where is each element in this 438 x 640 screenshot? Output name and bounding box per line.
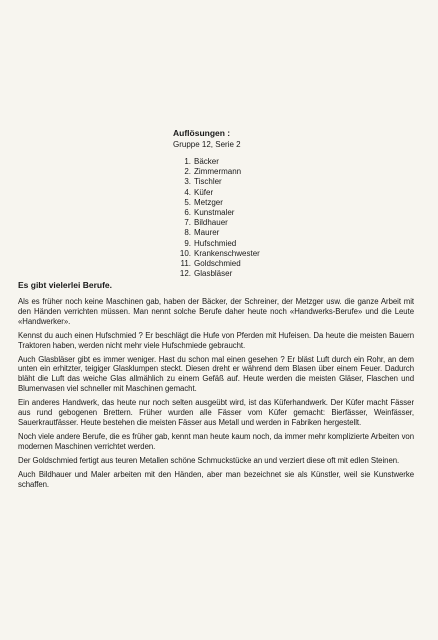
answers-subtitle: Gruppe 12, Serie 2 xyxy=(173,140,241,149)
item-number: 10. xyxy=(179,248,191,258)
paragraph: Kennst du auch einen Hufschmied ? Er beschlägt die Hufe von Pferden mit Hufeisen. Da heute die meisten Bauern Traktoren haben, werden nicht mehr viele Hufschmiede gebraucht. xyxy=(18,330,414,350)
item-number: 8. xyxy=(184,228,191,238)
text-section xyxy=(18,279,414,493)
item-number: 1. xyxy=(184,157,191,166)
item-number: 2. xyxy=(184,167,191,177)
answers-block xyxy=(173,127,393,279)
item-word: Metzger xyxy=(194,197,223,207)
list-item xyxy=(173,208,393,218)
list-item xyxy=(173,188,393,198)
list-item xyxy=(173,218,393,228)
answer-list xyxy=(173,157,393,279)
section-title: Es gibt vielerlei Berufe. xyxy=(18,280,113,290)
paragraph: Als es früher noch keine Maschinen gab, haben der Bäcker, der Schreiner, der Metzger usw. die ganze Arbeit mit den Händen verrichten müssen. Man nennt solche Berufe daher heute noch «Handwerks-Berufe» und die Leute «Handwerker». xyxy=(18,297,414,326)
item-number: 9. xyxy=(184,238,191,248)
paragraph: Auch Bildhauer und Maler arbeiten mit den Händen, aber man bezeichnet sie als Künstler, weil sie Kunstwerke schaffen. xyxy=(18,469,414,489)
item-word: Küfer xyxy=(194,187,214,197)
list-item xyxy=(173,198,393,208)
item-number: 3. xyxy=(184,177,191,187)
item-word: Glasbläser xyxy=(194,269,233,279)
item-number: 12. xyxy=(179,269,191,279)
item-number: 4. xyxy=(184,187,191,197)
paragraph: Auch Glasbläser gibt es immer weniger. Hast du schon mal einen gesehen ? Er bläst Luft durch ein Rohr, an dem unten ein erhitzter, teigiger Glasklumpen steckt. Diesen dreht er während dem Blasen über einem Feuer. Dadurch bläht die Luft das weiche Glas allmählich zu einem Gefäß auf. Heute werden die meisten Gläser, Flaschen und Blumenvasen viel schneller mit Maschinen gemacht. xyxy=(18,354,414,394)
item-word: Bildhauer xyxy=(194,218,228,228)
item-word: Zimmermann xyxy=(194,167,242,177)
item-word: Kunstmaler xyxy=(194,208,235,218)
list-item xyxy=(173,228,393,238)
list-item xyxy=(173,239,393,249)
answers-title: Auflösungen : xyxy=(173,128,231,138)
paragraph: Ein anderes Handwerk, das heute nur noch selten ausgeübt wird, ist das Küferhandwerk. Der Küfer macht Fässer aus rund gebogenen Brettern. Früher wurden alle Fässer vom Küfer gemacht: Bierfässer, Weinfässer, Sauerkrautfässer. Heute bestehen die meisten Fässer aus Metall und werden in Fabriken hergestellt. xyxy=(18,398,414,427)
item-number: 7. xyxy=(184,218,191,228)
list-item xyxy=(173,167,393,177)
item-number: 11. xyxy=(180,259,191,269)
item-word: Goldschmied xyxy=(194,259,241,269)
item-word: Hufschmied xyxy=(194,238,237,248)
paragraph: Noch viele andere Berufe, die es früher gab, kennt man heute kaum noch, da immer mehr komplizierte Arbeiten von modernen Maschinen verrichtet werden. xyxy=(18,431,414,451)
list-item xyxy=(173,259,393,269)
item-number: 6. xyxy=(184,208,191,218)
item-word: Maurer xyxy=(194,228,220,238)
list-item xyxy=(173,177,393,187)
paragraph: Der Goldschmied fertigt aus teuren Metallen schöne Schmuckstücke an und verziert diese oft mit edlen Steinen. xyxy=(18,455,400,465)
list-item xyxy=(173,269,393,279)
item-word: Bäcker xyxy=(194,157,219,166)
list-item xyxy=(173,157,393,167)
item-word: Krankenschwester xyxy=(194,248,260,258)
item-word: Tischler xyxy=(194,177,222,187)
item-number: 5. xyxy=(184,197,191,207)
list-item xyxy=(173,249,393,259)
